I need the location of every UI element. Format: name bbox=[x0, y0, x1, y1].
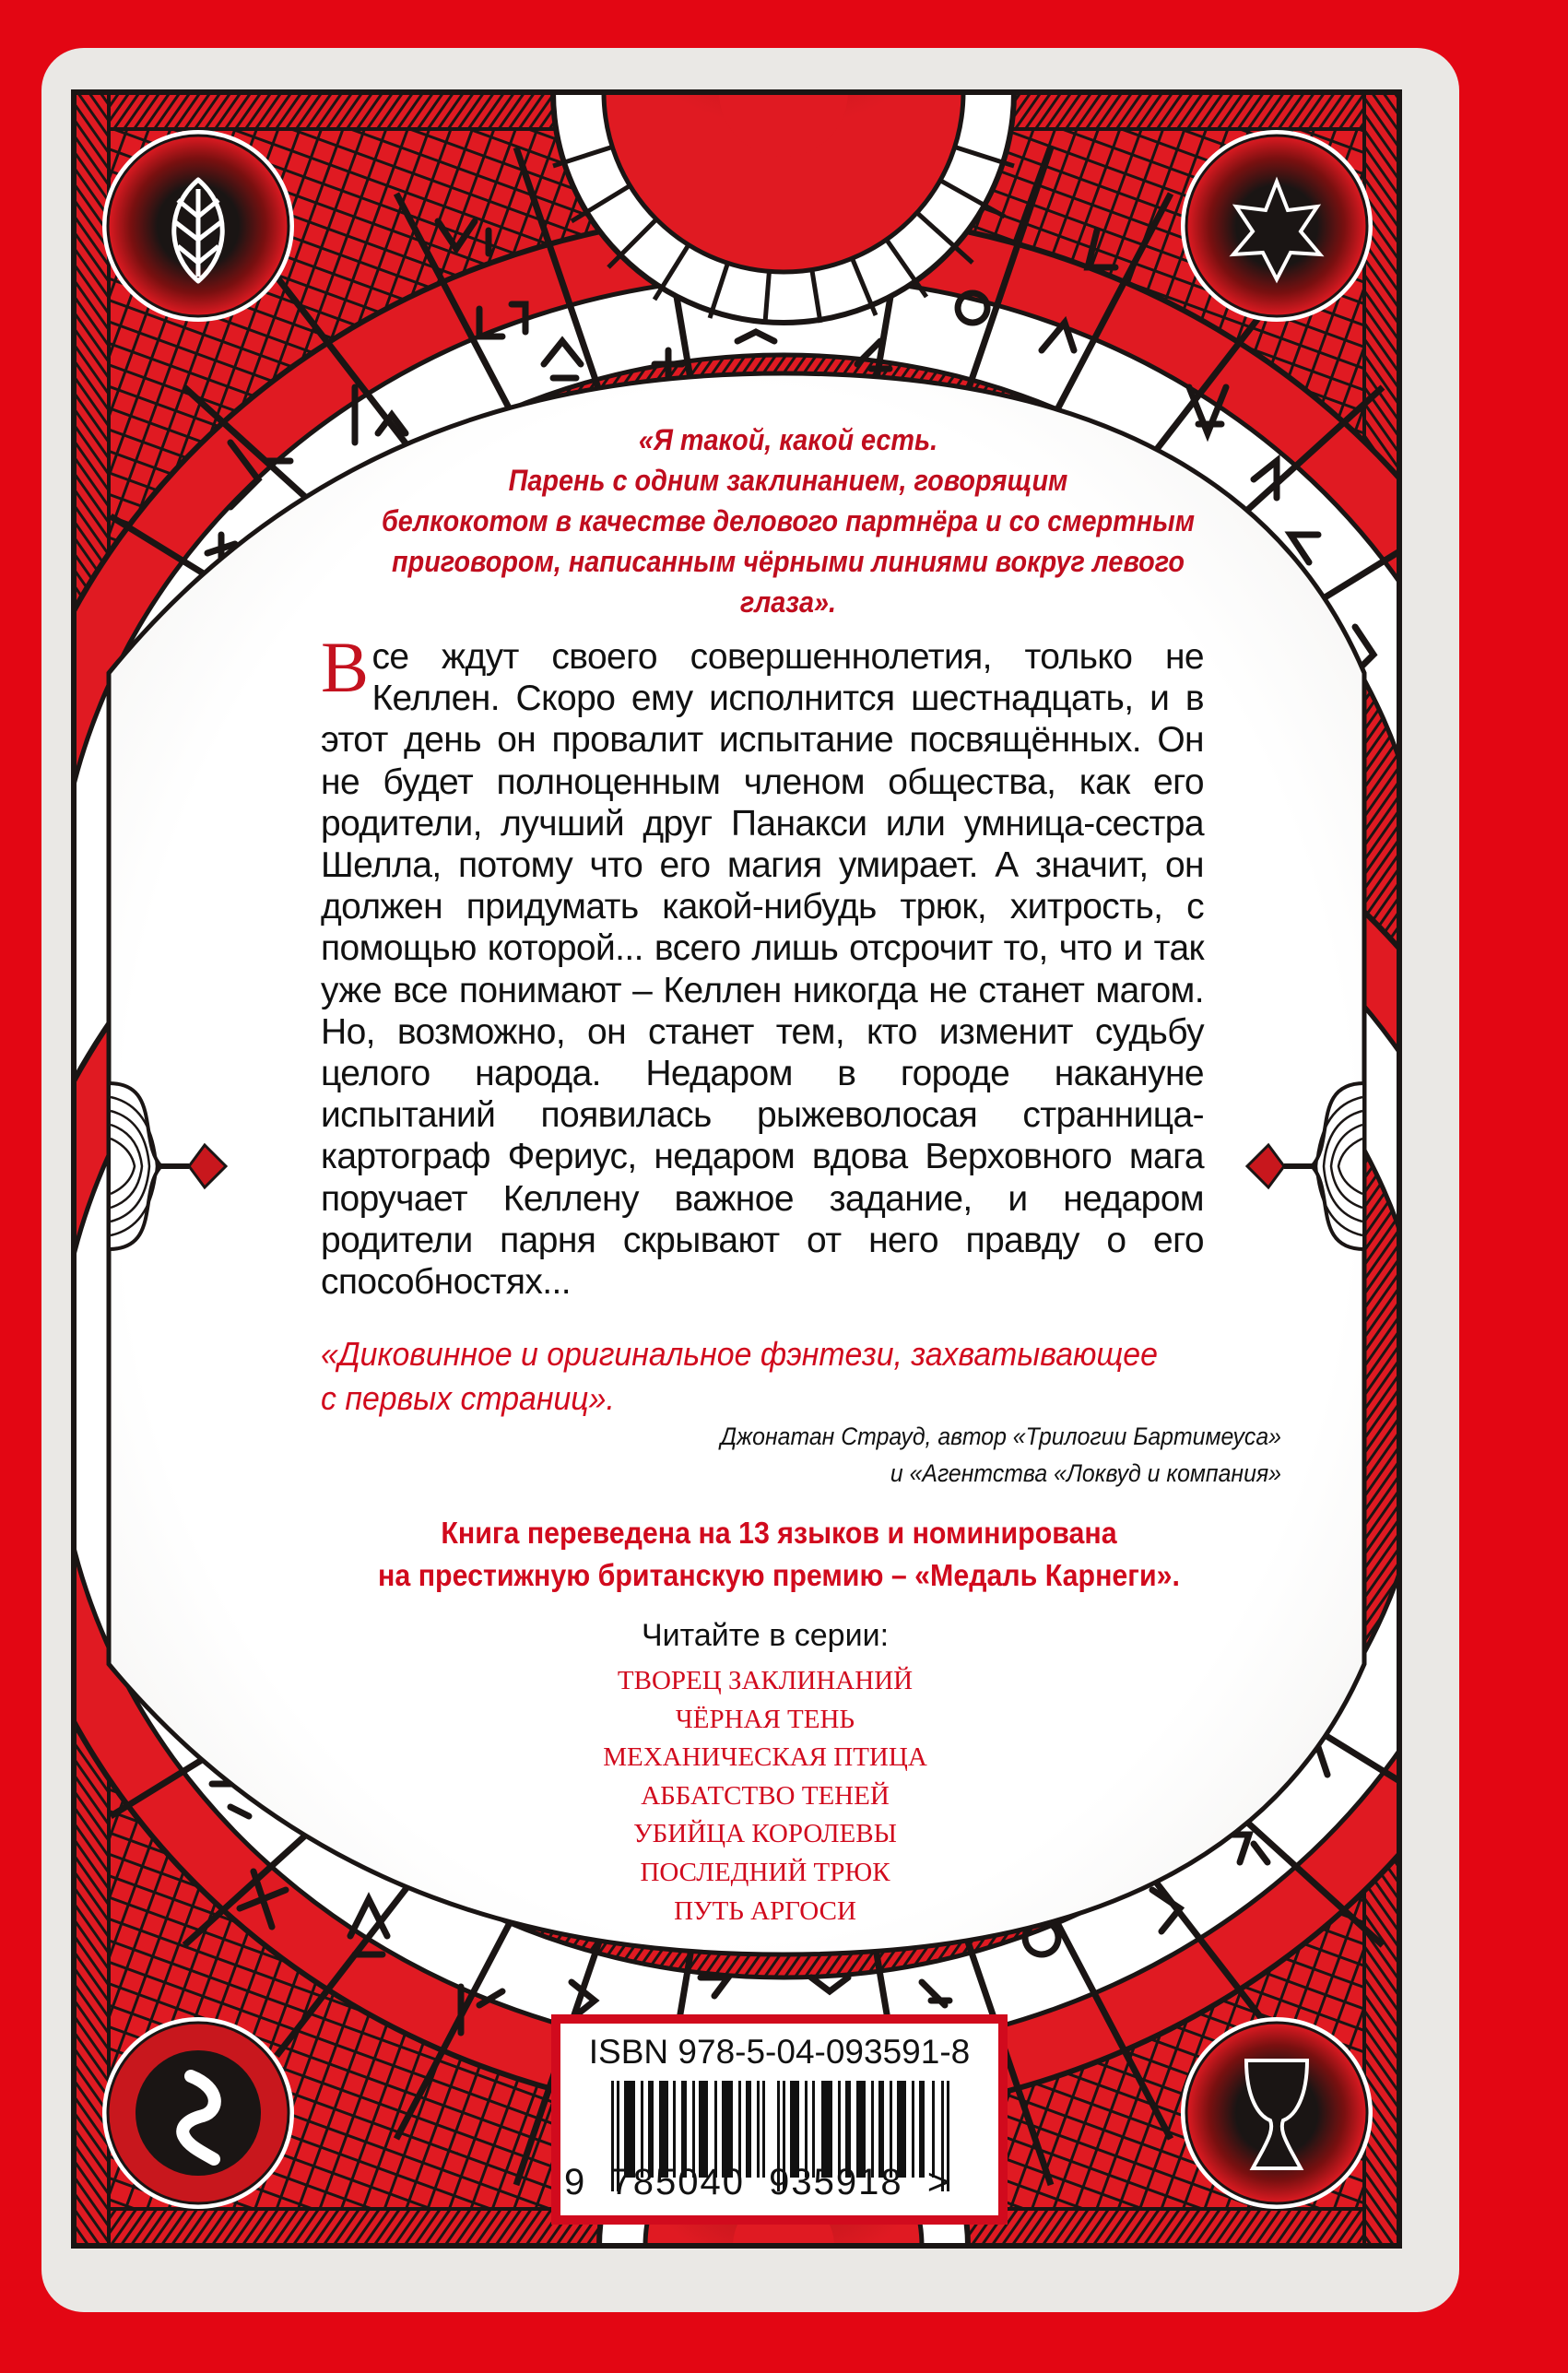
series-book-list bbox=[498, 1662, 1032, 1930]
epigraph-line: белкокотом в качестве делового партнёра и со смертным bbox=[381, 504, 1196, 537]
series-book: АББАТСТВО ТЕНЕЙ bbox=[641, 1780, 890, 1811]
isbn-label: ISBN 978-5-04-093591-8 bbox=[588, 2033, 971, 2071]
epigraph-quote bbox=[361, 419, 1216, 622]
epigraph-line: «Я такой, какой есть. bbox=[638, 423, 938, 456]
award-note bbox=[350, 1512, 1207, 1597]
series-book: УБИЙЦА КОРОЛЕВЫ bbox=[633, 1819, 897, 1849]
barcode-digits: 9 785040 935918 > bbox=[564, 2162, 951, 2202]
blurb-paragraph bbox=[321, 627, 1204, 1303]
review-quote-line: «Диковинное и оригинальное фэнтези, захватывающее bbox=[321, 1335, 1158, 1373]
attribution-line: и «Агентства «Локвуд и компания» bbox=[890, 1459, 1281, 1487]
attribution-line: Джонатан Страуд, автор «Трилогии Бартимеуса» bbox=[720, 1423, 1281, 1450]
epigraph-line: Парень с одним заклинанием, говорящим bbox=[508, 464, 1068, 497]
review-quote-line: с первых страниц». bbox=[321, 1379, 615, 1417]
epigraph-line: приговором, написанным чёрными линиями вокруг левого глаза». bbox=[392, 545, 1185, 619]
series-heading: Читайте в серии: bbox=[641, 1618, 890, 1653]
award-line: на престижную британскую премию – «Медаль Карнеги». bbox=[378, 1558, 1180, 1592]
series-book: ПОСЛЕДНИЙ ТРЮК bbox=[640, 1857, 890, 1887]
series-book: МЕХАНИЧЕСКАЯ ПТИЦА bbox=[603, 1742, 927, 1773]
series-book: ЧЁРНАЯ ТЕНЬ bbox=[675, 1704, 855, 1734]
review-quote bbox=[321, 1332, 1187, 1421]
blurb-text: се ждут своего совершеннолетия, только не Келлен. Скоро ему исполнится шестнадцать, и в этот день он провалит испытание посвящённых. Он не будет полноценным членом общества, как его родители, лучший друг Панакси или умница-сестра Шелла, потому что его магия умирает. А значит, он должен придумать какой-нибудь трюк, хитрость, с помощью которой... всего лишь отсрочит то, что и так уже все понимают – Келлен никогда не станет магом. Но, возможно, он станет тем, кто изменит судьбу целого народа. Недаром в городе накануне испытаний появилась рыжеволосая странница-картограф Фериус, недаром вдова Верховного мага поручает Келлену важное задание, и недаром родители парня скрывают от него правду о его способностях... bbox=[321, 637, 1204, 1303]
drop-cap: В bbox=[321, 627, 369, 707]
series-book: ПУТЬ АРГОСИ bbox=[674, 1895, 856, 1926]
isbn-barcode bbox=[551, 2014, 1008, 2225]
series-book: ТВОРЕЦ ЗАКЛИНАНИЙ bbox=[617, 1666, 914, 1695]
award-line: Книга переведена на 13 языков и номинирована bbox=[441, 1516, 1117, 1550]
review-attribution bbox=[696, 1418, 1281, 1492]
